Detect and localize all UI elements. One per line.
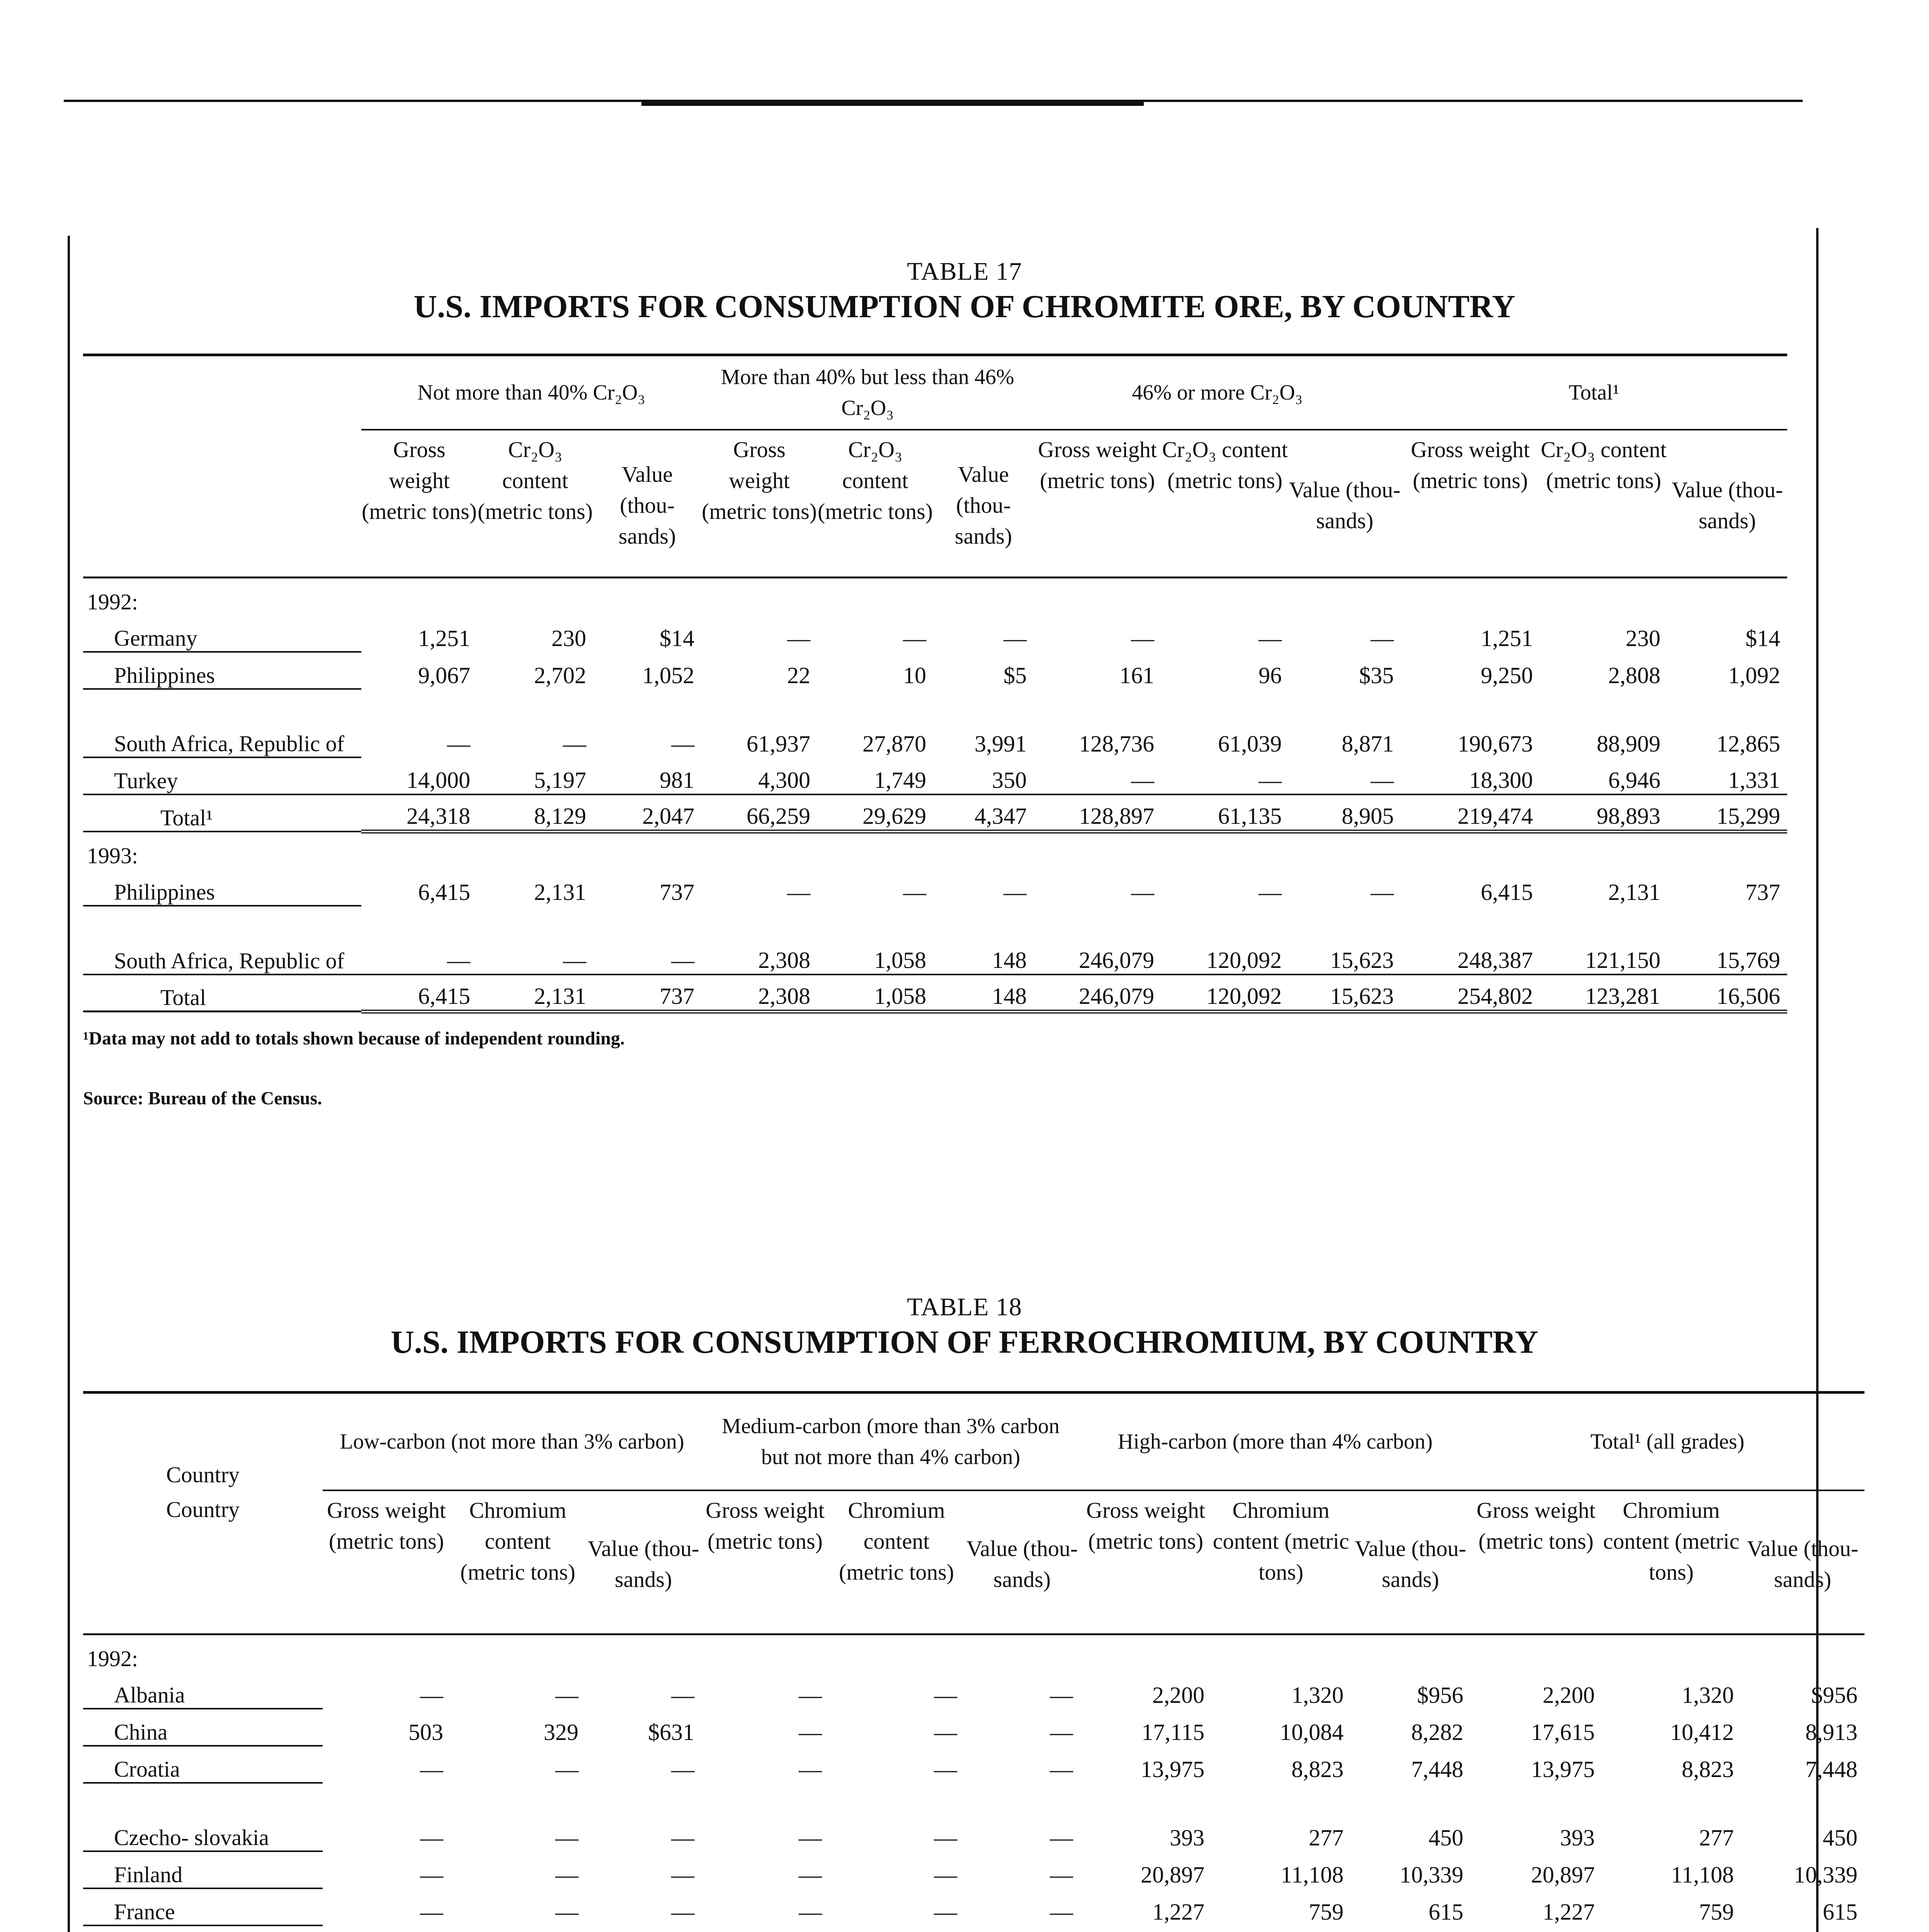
cell-value: 6,415 — [418, 879, 470, 905]
cell-value: 22 — [787, 662, 810, 688]
cell-value: 15,623 — [1289, 906, 1401, 975]
cell-value: 254,802 — [1401, 975, 1540, 1012]
year-label: 1992: — [87, 1646, 138, 1671]
cell-value: — — [361, 906, 477, 975]
cell-value: — — [1131, 625, 1154, 651]
cell-value: 2,308 — [701, 906, 817, 975]
cell-value: — — [799, 1899, 822, 1925]
cell-value: 18,300 — [1401, 757, 1540, 794]
cell-value: 277 — [1309, 1825, 1344, 1851]
cell-value: 3,991 — [975, 731, 1027, 757]
cell-value: 1,227 — [1152, 1899, 1204, 1925]
cell-value: — — [1034, 757, 1161, 794]
table-row — [83, 1783, 1864, 1852]
cell-value: 8,823 — [1682, 1756, 1734, 1782]
country-label: Albania — [83, 1672, 323, 1709]
column-subheader: Chromium content (metric tons) — [460, 1498, 575, 1585]
column-group-header: More than 40% but less than 46% Cr₂O₃ — [701, 356, 1034, 430]
country-label: Total¹ — [83, 794, 361, 832]
cell-value: 7,448 — [1805, 1756, 1858, 1782]
cell-value: — — [934, 1682, 957, 1708]
cell-value: — — [1371, 625, 1394, 651]
cell-value: 8,871 — [1342, 731, 1394, 757]
cell-value: 4,300 — [701, 757, 817, 794]
cell-value: 6,946 — [1540, 757, 1667, 794]
column-subheader: Value (thou- sands) — [587, 1536, 699, 1592]
cell-value: 61,937 — [747, 731, 810, 757]
cell-value: 10 — [903, 662, 926, 688]
cell-value: 15,769 — [1667, 906, 1787, 975]
column-subheader: Value (thou- sands) — [1354, 1536, 1466, 1592]
left-margin-rule — [68, 236, 70, 1932]
cell-value: 1,320 — [1291, 1682, 1344, 1708]
column-subheader: Gross weight (metric tons) — [702, 437, 817, 524]
column-subheader: Gross weight (metric tons) — [1411, 437, 1530, 493]
cell-value: 615 — [1429, 1899, 1463, 1925]
cell-value: — — [563, 731, 586, 757]
column-subheader: Gross weight (metric tons) — [1086, 1498, 1205, 1554]
column-subheader: Cr₂O₃ content (metric tons) — [1541, 437, 1667, 493]
cell-value: 8,905 — [1289, 794, 1401, 832]
cell-value: 123,281 — [1540, 975, 1667, 1012]
table17-caption — [0, 257, 1929, 325]
table-row — [83, 578, 1787, 615]
cell-value: — — [1289, 757, 1401, 794]
top-rule-thick — [641, 101, 1144, 106]
cell-value: — — [799, 1756, 822, 1782]
cell-value: — — [934, 1899, 957, 1925]
table17-source: Source: Bureau of the Census. — [83, 1088, 322, 1109]
cell-value: 759 — [1699, 1899, 1734, 1925]
cell-value: $956 — [1811, 1682, 1858, 1708]
cell-value: — — [671, 1825, 694, 1851]
cell-value: 17,615 — [1531, 1719, 1595, 1745]
cell-value: 350 — [933, 757, 1034, 794]
cell-value: 1,058 — [817, 906, 933, 975]
cell-value: 120,092 — [1161, 975, 1289, 1012]
cell-value: — — [934, 1862, 957, 1888]
cell-value: 503 — [408, 1719, 443, 1745]
column-subheader: Chromium content (metric tons) — [1603, 1498, 1740, 1585]
country-label: Germany — [83, 615, 361, 652]
cell-value: $14 — [1745, 625, 1780, 651]
cell-value: 8,282 — [1411, 1719, 1463, 1745]
table-row — [83, 906, 1787, 975]
cell-value: 121,150 — [1540, 906, 1667, 975]
table-row — [83, 1634, 1864, 1672]
cell-value: 1,052 — [642, 662, 694, 688]
table17 — [83, 354, 1787, 1014]
cell-value: $5 — [1004, 662, 1027, 688]
cell-value: — — [555, 1682, 578, 1708]
table-row — [83, 652, 1787, 689]
cell-value: — — [1004, 625, 1027, 651]
table18 — [83, 1391, 1864, 1932]
cell-value: — — [799, 1862, 822, 1888]
table-bottom-rule — [83, 1012, 1787, 1014]
cell-value: — — [1050, 1719, 1073, 1745]
cell-value — [1602, 1925, 1741, 1932]
country-label: Finland — [83, 1851, 323, 1888]
cell-value: — — [420, 1825, 443, 1851]
column-subheader: Value (thou- sands) — [954, 462, 1012, 549]
cell-value — [829, 1925, 964, 1932]
cell-value: 98,893 — [1540, 794, 1667, 832]
cell-value: — — [420, 1862, 443, 1888]
cell-value: — — [799, 1719, 822, 1745]
cell-value: 10,339 — [1400, 1862, 1463, 1888]
cell-value: — — [799, 1682, 822, 1708]
table18-caption — [0, 1293, 1929, 1361]
cell-value: — — [420, 1756, 443, 1782]
cell-value: — — [555, 1756, 578, 1782]
cell-value: 96 — [1259, 662, 1282, 688]
table-row — [83, 1746, 1864, 1783]
cell-value: — — [1131, 879, 1154, 905]
cell-value: 128,736 — [1079, 731, 1154, 757]
table18-number: TABLE 18 — [907, 1293, 1022, 1321]
cell-value: 6,415 — [1481, 879, 1533, 905]
cell-value: 737 — [660, 879, 694, 905]
column-group-header: Medium-carbon (more than 3% carbon but not more than 4% carbon) — [701, 1394, 1080, 1490]
cell-value: 8,913 — [1805, 1719, 1858, 1745]
cell-value: 9,250 — [1481, 662, 1533, 688]
cell-value: — — [1371, 879, 1394, 905]
column-subheader: Gross weight (metric tons) — [1038, 437, 1157, 493]
cell-value: 329 — [544, 1719, 578, 1745]
cell-value — [1211, 1925, 1351, 1932]
cell-value: — — [903, 625, 926, 651]
cell-value: — — [934, 1756, 957, 1782]
table-row — [83, 1672, 1864, 1709]
cell-value: 2,131 — [1608, 879, 1660, 905]
column-subheader: Cr₂O₃ content (metric tons) — [478, 437, 593, 524]
column-subheader: Value (thou- sands) — [618, 462, 676, 549]
table-row — [83, 1888, 1864, 1925]
cell-value: — — [1259, 625, 1282, 651]
cell-value: $631 — [648, 1719, 694, 1745]
cell-value: 230 — [551, 625, 586, 651]
cell-value — [964, 1925, 1080, 1932]
column-subheader: Value (thou- sands) — [1289, 477, 1401, 533]
cell-value: 1,251 — [418, 625, 470, 651]
cell-value: — — [1050, 1682, 1073, 1708]
cell-value: — — [420, 1682, 443, 1708]
cell-value: — — [555, 1825, 578, 1851]
cell-value: $14 — [660, 625, 694, 651]
cell-value: 16,506 — [1667, 975, 1787, 1012]
cell-value: 6,415 — [361, 975, 477, 1012]
country-label: France — [83, 1888, 323, 1925]
cell-value: — — [555, 1862, 578, 1888]
cell-value: — — [934, 1825, 957, 1851]
table-row — [83, 757, 1787, 794]
country-label: China — [83, 1709, 323, 1746]
cell-value: — — [1161, 757, 1289, 794]
column-group-header: Not more than 40% Cr₂O₃ — [361, 356, 701, 430]
cell-value: 11,108 — [1671, 1862, 1734, 1888]
cell-value: — — [787, 625, 810, 651]
cell-value: 88,909 — [1597, 731, 1660, 757]
cell-value: 15,623 — [1289, 975, 1401, 1012]
cell-value: — — [799, 1825, 822, 1851]
cell-value: 61,135 — [1161, 794, 1289, 832]
cell-value: 120,092 — [1161, 906, 1289, 975]
column-subheader: Chromium content (metric tons) — [839, 1498, 954, 1585]
country-column-header: Country — [166, 1497, 240, 1522]
cell-value: — — [903, 879, 926, 905]
cell-value — [701, 1925, 829, 1932]
year-label: 1992: — [87, 589, 138, 614]
cell-value: — — [671, 1899, 694, 1925]
cell-value: 15,299 — [1667, 794, 1787, 832]
cell-value: 2,702 — [534, 662, 586, 688]
table-row — [83, 832, 1787, 869]
country-label: Philippines — [83, 652, 361, 689]
cell-value: — — [671, 1682, 694, 1708]
cell-value: — — [671, 731, 694, 757]
cell-value: 20,897 — [1141, 1862, 1204, 1888]
cell-value: — — [1050, 1862, 1073, 1888]
cell-value: 393 — [1560, 1825, 1595, 1851]
cell-value: 248,387 — [1401, 906, 1540, 975]
cell-value — [323, 1925, 450, 1932]
column-subheader: Value (thou- sands) — [1747, 1536, 1859, 1592]
column-group-header: 46% or more Cr₂O₃ — [1034, 356, 1401, 430]
cell-value: 17,115 — [1141, 1719, 1204, 1745]
cell-value: 1,092 — [1728, 662, 1780, 688]
table-row — [83, 1709, 1864, 1746]
stub-header-spacer — [83, 356, 361, 430]
table-row — [83, 794, 1787, 832]
country-label: Croatia — [83, 1746, 323, 1783]
table17-number: TABLE 17 — [907, 257, 1022, 286]
cell-value: — — [593, 906, 701, 975]
cell-value: 2,131 — [477, 975, 593, 1012]
cell-value: 4,347 — [933, 794, 1034, 832]
cell-value: 219,474 — [1401, 794, 1540, 832]
cell-value: 20,897 — [1531, 1862, 1595, 1888]
cell-value: 393 — [1170, 1825, 1204, 1851]
cell-value: 2,131 — [534, 879, 586, 905]
cell-value: 10,339 — [1794, 1862, 1858, 1888]
cell-value: 5,197 — [477, 757, 593, 794]
cell-value: 1,251 — [1481, 625, 1533, 651]
cell-value: 2,200 — [1543, 1682, 1595, 1708]
cell-value: 1,320 — [1682, 1682, 1734, 1708]
cell-value — [1351, 1925, 1470, 1932]
cell-value: 13,975 — [1531, 1756, 1595, 1782]
cell-value: — — [1050, 1825, 1073, 1851]
table17-footnote: ¹Data may not add to totals shown because of independent rounding. — [83, 1028, 625, 1049]
cell-value: 7,448 — [1411, 1756, 1463, 1782]
cell-value: — — [555, 1899, 578, 1925]
cell-value: — — [671, 1862, 694, 1888]
cell-value — [1470, 1925, 1602, 1932]
table-row — [83, 615, 1787, 652]
cell-value: 1,227 — [1543, 1899, 1595, 1925]
table-row — [83, 869, 1787, 906]
column-subheader: Gross weight (metric tons) — [327, 1498, 446, 1554]
country-label: Czecho- slovakia — [83, 1783, 323, 1852]
cell-value: — — [787, 879, 810, 905]
cell-value: $956 — [1417, 1682, 1463, 1708]
cell-value: 148 — [933, 906, 1034, 975]
cell-value: 11,108 — [1281, 1862, 1344, 1888]
cell-value: 14,000 — [361, 757, 477, 794]
table-row — [83, 1925, 1864, 1932]
country-label: South Africa, Republic of — [83, 906, 361, 975]
country-label: Turkey — [83, 757, 361, 794]
cell-value: 10,084 — [1280, 1719, 1344, 1745]
column-subheader: Cr₂O₃ content (metric tons) — [1162, 437, 1288, 493]
cell-value: 1,058 — [817, 975, 933, 1012]
cell-value: 2,308 — [701, 975, 817, 1012]
stub-header-spacer: Country — [166, 1462, 240, 1487]
cell-value: 128,897 — [1034, 794, 1161, 832]
cell-value — [585, 1925, 701, 1932]
cell-value: 2,200 — [1152, 1682, 1204, 1708]
cell-value: 148 — [933, 975, 1034, 1012]
cell-value: 13,975 — [1141, 1756, 1204, 1782]
cell-value: 277 — [1699, 1825, 1734, 1851]
cell-value — [1741, 1925, 1864, 1932]
cell-value: 981 — [593, 757, 701, 794]
cell-value: 246,079 — [1034, 906, 1161, 975]
cell-value: 8,823 — [1291, 1756, 1344, 1782]
cell-value: 737 — [1745, 879, 1780, 905]
table17-title: U.S. IMPORTS FOR CONSUMPTION OF CHROMITE ORE, BY COUNTRY — [413, 289, 1516, 325]
cell-value: — — [671, 1756, 694, 1782]
cell-value: 9,067 — [418, 662, 470, 688]
country-label: Total — [83, 975, 361, 1012]
cell-value — [1080, 1925, 1211, 1932]
cell-value: — — [420, 1899, 443, 1925]
column-subheader: Gross weight (metric tons) — [706, 1498, 825, 1554]
cell-value: — — [477, 906, 593, 975]
cell-value: 8,129 — [477, 794, 593, 832]
cell-value: — — [1259, 879, 1282, 905]
cell-value: 1,331 — [1667, 757, 1787, 794]
column-subheader: Value (thou- sands) — [966, 1536, 1078, 1592]
column-subheader: Gross weight (metric tons) — [1477, 1498, 1596, 1554]
cell-value: 450 — [1823, 1825, 1858, 1851]
cell-value: 1,749 — [817, 757, 933, 794]
cell-value: 66,259 — [701, 794, 817, 832]
cell-value: 759 — [1309, 1899, 1344, 1925]
cell-value: 615 — [1823, 1899, 1858, 1925]
table-row — [83, 1851, 1864, 1888]
cell-value: — — [1050, 1899, 1073, 1925]
table-row — [83, 689, 1787, 758]
cell-value: 450 — [1429, 1825, 1463, 1851]
column-subheader: Cr₂O₃ content (metric tons) — [818, 437, 933, 524]
country-label: Philippines — [83, 869, 361, 906]
cell-value — [450, 1925, 585, 1932]
cell-value: — — [1050, 1756, 1073, 1782]
country-label: South Africa, Republic of — [83, 689, 361, 758]
cell-value: 24,318 — [361, 794, 477, 832]
cell-value: 10,412 — [1670, 1719, 1734, 1745]
cell-value: 61,039 — [1218, 731, 1282, 757]
country-label — [83, 1925, 323, 1932]
cell-value: 737 — [593, 975, 701, 1012]
column-subheader: Value (thou- sands) — [1671, 477, 1783, 533]
cell-value: 230 — [1626, 625, 1660, 651]
cell-value: — — [1004, 879, 1027, 905]
cell-value: — — [934, 1719, 957, 1745]
table18-title: U.S. IMPORTS FOR CONSUMPTION OF FERROCHROMIUM, BY COUNTRY — [391, 1324, 1538, 1360]
cell-value: 2,047 — [593, 794, 701, 832]
cell-value: 2,808 — [1608, 662, 1660, 688]
cell-value: 29,629 — [817, 794, 933, 832]
cell-value: — — [447, 731, 470, 757]
column-group-header: Total¹ — [1401, 356, 1787, 430]
table-row — [83, 975, 1787, 1012]
cell-value: 190,673 — [1458, 731, 1533, 757]
cell-value: 246,079 — [1034, 975, 1161, 1012]
year-label: 1993: — [87, 843, 138, 869]
column-subheader: Chromium content (metric tons) — [1213, 1498, 1349, 1585]
column-subheader: Gross weight (metric tons) — [362, 437, 477, 524]
cell-value: $35 — [1359, 662, 1394, 688]
stub-header — [83, 430, 361, 578]
column-group-header: High-carbon (more than 4% carbon) — [1080, 1394, 1470, 1490]
cell-value: 12,865 — [1716, 731, 1780, 757]
cell-value: 161 — [1119, 662, 1154, 688]
cell-value: 27,870 — [862, 731, 926, 757]
column-group-header: Low-carbon (not more than 3% carbon) — [323, 1394, 701, 1490]
column-group-header: Total¹ (all grades) — [1470, 1394, 1864, 1490]
